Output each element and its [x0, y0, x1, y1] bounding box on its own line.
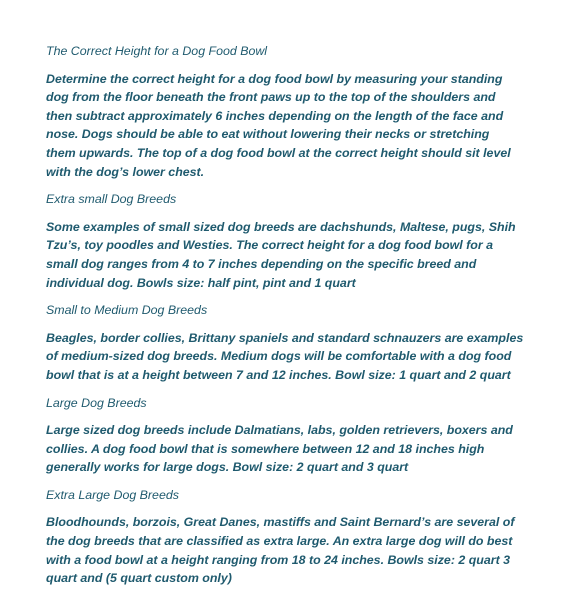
section-heading-extra-small: Extra small Dog Breeds: [46, 192, 177, 207]
paragraph-line: small dog ranges from 4 to 7 inches depending on the specific breed and: [46, 256, 477, 271]
paragraph-line: Large sized dog breeds include Dalmatians, labs, golden retrievers, boxers and: [46, 423, 513, 438]
paragraph-line: generally works for large dogs. Bowl size: 2 quart and 3 quart: [46, 460, 409, 475]
paragraph-line: them upwards. The top of a dog food bowl at the correct height should sit level: [46, 145, 511, 160]
paragraph-line: the dog breeds that are classified as extra large. An extra large dog will do best: [46, 534, 513, 549]
paragraph-line: dog from the floor beneath the front paws up to the top of the shoulders and: [46, 90, 496, 105]
section-paragraph-extra-large: [46, 513, 556, 587]
section-heading-extra-large: Extra Large Dog Breeds: [46, 487, 179, 502]
paragraph-line: bowl that is at a height between 7 and 12 inches. Bowl size: 1 quart and 2 quart: [46, 367, 511, 382]
section-paragraph-extra-small: [46, 218, 556, 292]
paragraph-line: Determine the correct height for a dog food bowl by measuring your standing: [46, 71, 503, 86]
paragraph-line: Tzu’s, toy poodles and Westies. The correct height for a dog food bowl for a: [46, 238, 494, 253]
paragraph-line: quart and (5 quart custom only): [46, 571, 232, 586]
paragraph-line: Some examples of small sized dog breeds are dachshunds, Maltese, pugs, Shih: [46, 219, 516, 234]
paragraph-line: of medium-sized dog breeds. Medium dogs will be comfortable with a dog food: [46, 349, 512, 364]
paragraph-line: individual dog. Bowls size: half pint, pint and 1 quart: [46, 275, 356, 290]
document-body: [46, 42, 556, 597]
paragraph-line: then subtract approximately 6 inches depending on the length of the face and: [46, 108, 504, 123]
section-paragraph-small-medium: [46, 329, 556, 385]
paragraph-line: Beagles, border collies, Brittany spaniels and standard schnauzers are examples: [46, 330, 524, 345]
page-title: The Correct Height for a Dog Food Bowl: [46, 44, 268, 58]
paragraph-line: with a food bowl at a height ranging from 18 to 24 inches. Bowls size: 2 quart 3: [46, 552, 511, 567]
paragraph-line: nose. Dogs should be able to eat without lowering their necks or stretching: [46, 127, 490, 142]
section-heading-small-medium: Small to Medium Dog Breeds: [46, 303, 208, 318]
intro-paragraph: [46, 70, 556, 182]
section-heading-large: Large Dog Breeds: [46, 395, 147, 410]
paragraph-line: collies. A dog food bowl that is somewhere between 12 and 18 inches high: [46, 441, 485, 456]
paragraph-line: Bloodhounds, borzois, Great Danes, mastiffs and Saint Bernard’s are several of: [46, 515, 515, 530]
paragraph-line: with the dog’s lower chest.: [46, 164, 205, 179]
section-paragraph-large: [46, 421, 556, 477]
